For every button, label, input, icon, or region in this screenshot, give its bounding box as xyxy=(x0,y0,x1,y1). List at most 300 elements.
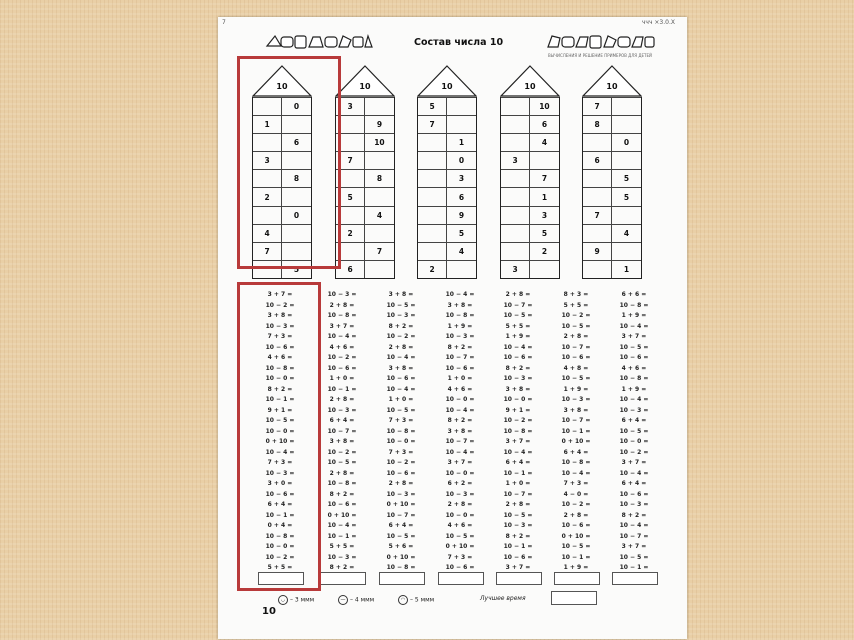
house-cell: 0 xyxy=(446,152,475,169)
house-row xyxy=(418,115,476,133)
house-cell xyxy=(611,243,640,260)
equation: 3 + 8 = xyxy=(447,301,473,309)
worksheet-title: Состав числа 10 xyxy=(414,37,504,48)
equation: 1 + 0 = xyxy=(329,375,355,382)
equation: 10 − 8 = xyxy=(265,364,295,372)
number-house xyxy=(500,65,560,279)
house-cell xyxy=(529,152,558,169)
house-cell: 8 xyxy=(281,170,310,187)
equation: 6 + 4 = xyxy=(563,448,589,456)
equation: 3 + 8 = xyxy=(267,312,293,319)
equation: 10 − 5 = xyxy=(619,553,649,561)
house-cell: 9 xyxy=(594,246,600,256)
equation: 10 − 7 = xyxy=(503,301,533,309)
equation: 10 − 4 = xyxy=(445,406,475,414)
house-cell: 2 xyxy=(347,228,353,238)
equation: 0 + 10 = xyxy=(386,553,416,561)
equation: 10 − 4 = xyxy=(619,322,649,330)
house-cell: 7 xyxy=(529,170,558,187)
equation: 1 + 9 = xyxy=(621,312,647,319)
best-time-box xyxy=(551,591,597,605)
equation: 8 + 2 = xyxy=(447,343,473,351)
house-cell xyxy=(583,188,611,205)
equation: 4 − 0 = xyxy=(563,490,589,498)
house-row xyxy=(501,97,559,115)
equation: 4 + 6 = xyxy=(447,522,473,529)
house-cell xyxy=(418,207,446,224)
house-cell xyxy=(501,225,529,242)
equation: 10 − 8 = xyxy=(386,427,416,435)
equation: 3 + 8 = xyxy=(388,364,414,372)
house-cell xyxy=(364,98,393,115)
house-cell xyxy=(611,152,640,169)
house-cell xyxy=(418,170,446,187)
equation: 10 − 3 = xyxy=(327,553,357,561)
house-cell: 5 xyxy=(281,261,310,278)
equation: 2 + 8 = xyxy=(329,396,355,403)
house-cell xyxy=(501,98,529,115)
equation: 7 + 3 = xyxy=(563,480,589,487)
equation: 10 − 3 = xyxy=(445,490,475,498)
equation: 1 + 9 = xyxy=(621,385,647,393)
equation: 10 − 1 = xyxy=(619,564,649,571)
house-cell: 5 xyxy=(611,170,640,187)
equation: 10 − 0 = xyxy=(265,543,295,550)
equation: 10 − 6 = xyxy=(445,564,475,571)
equation: 5 + 5 = xyxy=(505,322,531,330)
equation: 10 − 4 = xyxy=(327,522,357,529)
house-cell xyxy=(583,134,611,151)
house-cell: 4 xyxy=(529,134,558,151)
house-cell xyxy=(418,152,446,169)
house-cell xyxy=(446,98,475,115)
equation: 3 + 7 = xyxy=(505,438,531,445)
equation: 3 + 8 = xyxy=(563,406,589,414)
house-cell xyxy=(583,225,611,242)
equation: 3 + 8 = xyxy=(329,438,355,445)
equation: 10 − 1 = xyxy=(265,396,295,403)
house-grid xyxy=(417,97,477,279)
house-cell: 7 xyxy=(264,246,270,256)
logo-subtitle: ВЫЧИСЛЕНИЯ И РЕШЕНИЕ ПРИМЕРОВ ДЛЯ ДЕТЕЙ xyxy=(548,53,652,58)
number-house xyxy=(417,65,477,279)
house-cell: 0 xyxy=(281,207,310,224)
equation: 2 + 8 = xyxy=(563,333,589,340)
equation: 10 − 5 = xyxy=(386,406,416,414)
equation: 6 + 4 = xyxy=(621,417,647,424)
equation: 10 − 1 = xyxy=(561,427,591,435)
house-cell xyxy=(418,134,446,151)
house-row xyxy=(583,206,641,224)
equation: 10 − 6 = xyxy=(503,553,533,561)
roof-number: 10 xyxy=(359,82,371,91)
equation: 10 − 2 = xyxy=(619,448,649,456)
equation: 6 + 4 = xyxy=(505,459,531,466)
house-cell: 5 xyxy=(446,225,475,242)
equation: 10 − 4 = xyxy=(561,469,591,477)
equation: 10 − 5 = xyxy=(445,532,475,540)
equation: 3 + 8 = xyxy=(388,291,414,298)
equation-column xyxy=(372,290,430,584)
equation: 10 − 6 = xyxy=(386,375,416,382)
house-row xyxy=(418,169,476,187)
equation: 10 − 6 = xyxy=(265,490,295,498)
equation: 10 − 2 = xyxy=(386,333,416,340)
equation: 0 + 10 = xyxy=(327,511,357,519)
equation: 10 − 3 = xyxy=(561,396,591,403)
equation: 10 − 0 = xyxy=(265,427,295,435)
house-row xyxy=(501,260,559,278)
equation: 10 − 4 = xyxy=(619,469,649,477)
house-roof xyxy=(417,65,477,97)
equation: 10 − 2 = xyxy=(561,501,591,508)
house-cell xyxy=(529,261,558,278)
house-cell xyxy=(501,170,529,187)
equation: 8 + 2 = xyxy=(267,385,293,393)
house-cell: 7 xyxy=(364,243,393,260)
equation: 10 − 5 = xyxy=(561,322,591,330)
house-cell xyxy=(611,207,640,224)
highlight-frame-house xyxy=(237,56,341,269)
equation: 10 − 8 = xyxy=(327,480,357,487)
equation: 8 + 3 = xyxy=(563,291,589,298)
equation: 10 − 3 = xyxy=(327,291,357,298)
house-row xyxy=(418,151,476,169)
equation: 10 − 6 = xyxy=(327,364,357,372)
equation: 10 − 7 = xyxy=(561,417,591,424)
equation: 10 − 8 = xyxy=(445,312,475,319)
equation: 1 + 9 = xyxy=(447,322,473,330)
house-row xyxy=(336,187,394,205)
equation: 10 − 2 = xyxy=(265,301,295,309)
equation: 0 + 10 = xyxy=(561,532,591,540)
equation: 5 + 5 = xyxy=(267,564,293,571)
equation: 10 − 8 = xyxy=(619,375,649,382)
house-grid xyxy=(582,97,642,279)
house-row xyxy=(418,242,476,260)
equation: 10 − 4 = xyxy=(386,354,416,361)
equation: 10 − 4 = xyxy=(445,448,475,456)
house-cell: 3 xyxy=(446,170,475,187)
equation: 10 − 4 = xyxy=(386,385,416,393)
equation: 10 − 2 = xyxy=(503,417,533,424)
equation: 10 − 2 = xyxy=(327,448,357,456)
equation: 10 − 6 = xyxy=(327,501,357,508)
number-house xyxy=(582,65,642,279)
equation: 10 − 2 = xyxy=(386,459,416,466)
house-row xyxy=(501,151,559,169)
equation: 1 + 9 = xyxy=(563,385,589,393)
highlight-frame-column xyxy=(237,282,321,591)
house-cell xyxy=(418,243,446,260)
house-row xyxy=(336,115,394,133)
equation: 6 + 4 = xyxy=(329,417,355,424)
legend-label: – 3 ммм xyxy=(290,596,315,604)
house-row xyxy=(501,224,559,242)
equation: 8 + 2 = xyxy=(329,490,355,498)
house-cell: 4 xyxy=(611,225,640,242)
equation: 10 − 8 = xyxy=(386,564,416,571)
equation: 8 + 2 = xyxy=(329,564,355,571)
time-box xyxy=(496,572,542,585)
equation: 10 − 1 = xyxy=(327,385,357,393)
equation: 10 − 6 = xyxy=(619,490,649,498)
equation: 3 + 7 = xyxy=(267,291,293,298)
house-cell: 6 xyxy=(281,134,310,151)
house-row xyxy=(336,169,394,187)
house-cell: 5 xyxy=(529,225,558,242)
equation: 10 − 7 = xyxy=(327,427,357,435)
house-cell: 6 xyxy=(529,116,558,133)
equation: 4 + 6 = xyxy=(267,354,293,361)
equation: 10 − 3 = xyxy=(265,322,295,330)
time-box xyxy=(554,572,600,585)
equation: 0 + 4 = xyxy=(267,522,293,529)
house-cell: 1 xyxy=(446,134,475,151)
equation: 10 − 5 = xyxy=(619,343,649,351)
house-cell xyxy=(501,207,529,224)
house-row xyxy=(418,187,476,205)
equation: 10 − 4 = xyxy=(445,291,475,298)
house-cell: 0 xyxy=(611,134,640,151)
equation: 10 − 0 = xyxy=(386,438,416,445)
house-cell: 4 xyxy=(264,228,270,238)
equation: 5 + 5 = xyxy=(563,301,589,309)
equation: 10 − 0 = xyxy=(445,511,475,519)
equation: 8 + 2 = xyxy=(388,322,414,330)
equation: 3 + 7 = xyxy=(621,333,647,340)
house-cell xyxy=(418,188,446,205)
equation: 10 − 4 = xyxy=(265,448,295,456)
equation: 10 − 5 = xyxy=(327,459,357,466)
equation: 4 + 6 = xyxy=(621,364,647,372)
house-row xyxy=(583,169,641,187)
corner-mark-right: ччч ×3.0.Х xyxy=(641,19,675,26)
equation: 3 + 7 = xyxy=(621,543,647,550)
equation: 8 + 2 = xyxy=(447,417,473,424)
equation: 9 + 1 = xyxy=(267,406,293,414)
equation: 10 − 1 = xyxy=(265,511,295,519)
equation: 10 − 5 = xyxy=(386,532,416,540)
house-row xyxy=(583,97,641,115)
logo-right xyxy=(546,34,656,50)
equation: 2 + 8 = xyxy=(329,469,355,477)
house-cell: 5 xyxy=(429,102,435,112)
equation: 10 − 6 = xyxy=(619,354,649,361)
house-row xyxy=(583,224,641,242)
house-cell: 10 xyxy=(529,98,558,115)
equation: 3 + 7 = xyxy=(447,459,473,466)
house-row xyxy=(418,260,476,278)
equation: 10 − 5 = xyxy=(265,417,295,424)
house-cell: 6 xyxy=(347,264,353,274)
equation: 10 − 7 = xyxy=(503,490,533,498)
house-cell: 3 xyxy=(529,207,558,224)
legend-item-5 xyxy=(398,595,434,605)
house-grid xyxy=(500,97,560,279)
equation-column xyxy=(313,290,371,584)
equation: 10 − 3 = xyxy=(327,406,357,414)
equation: 6 + 6 = xyxy=(621,291,647,298)
equation-column xyxy=(431,290,489,584)
house-row xyxy=(583,187,641,205)
house-row xyxy=(501,169,559,187)
house-cell: 6 xyxy=(594,156,600,166)
equation: 6 + 4 = xyxy=(621,480,647,487)
house-row xyxy=(501,115,559,133)
equation: 1 + 0 = xyxy=(447,375,473,382)
house-row xyxy=(336,133,394,151)
equation: 0 + 10 = xyxy=(445,543,475,550)
roof-number: 10 xyxy=(524,82,536,91)
equation: 7 + 3 = xyxy=(388,417,414,424)
equation: 10 − 6 = xyxy=(265,343,295,351)
equation: 10 − 5 = xyxy=(503,511,533,519)
equation: 10 − 8 = xyxy=(619,301,649,309)
logo-left xyxy=(265,34,373,50)
house-row xyxy=(336,260,394,278)
equation: 2 + 8 = xyxy=(447,501,473,508)
equation: 6 + 4 = xyxy=(388,522,414,529)
roof-number: 10 xyxy=(441,82,453,91)
equation: 10 − 7 = xyxy=(445,438,475,445)
house-cell: 2 xyxy=(429,264,435,274)
house-cell: 1 xyxy=(611,261,640,278)
equation: 7 + 3 = xyxy=(388,448,414,456)
house-row xyxy=(583,115,641,133)
time-box xyxy=(320,572,366,585)
equation: 10 − 6 = xyxy=(386,469,416,477)
equation: 3 + 7 = xyxy=(329,322,355,330)
equation-column xyxy=(547,290,605,584)
house-cell: 6 xyxy=(446,188,475,205)
equation: 9 + 1 = xyxy=(505,406,531,414)
equation: 0 + 10 = xyxy=(386,501,416,508)
smiley-icon: ◡ xyxy=(278,595,288,605)
equation: 2 + 8 = xyxy=(505,291,531,298)
equation: 10 − 3 = xyxy=(503,375,533,382)
equation: 10 − 3 = xyxy=(265,469,295,477)
house-cell xyxy=(501,243,529,260)
equation: 10 − 4 = xyxy=(327,333,357,340)
equation-column xyxy=(489,290,547,584)
house-cell: 5 xyxy=(611,188,640,205)
time-box xyxy=(612,572,658,585)
house-roof xyxy=(582,65,642,97)
house-row xyxy=(336,97,394,115)
house-row xyxy=(583,133,641,151)
legend-item-3 xyxy=(278,595,314,605)
equation: 10 − 4 = xyxy=(503,448,533,456)
equation: 10 − 6 = xyxy=(561,354,591,361)
house-row xyxy=(336,151,394,169)
house-row xyxy=(418,133,476,151)
house-cell xyxy=(501,116,529,133)
equation: 10 − 2 = xyxy=(265,553,295,561)
house-cell xyxy=(611,116,640,133)
house-cell: 9 xyxy=(364,116,393,133)
house-cell: 1 xyxy=(529,188,558,205)
sad-face-icon: ◠ xyxy=(398,595,408,605)
equation: 8 + 2 = xyxy=(621,511,647,519)
house-cell: 4 xyxy=(364,207,393,224)
equation: 10 − 3 = xyxy=(445,333,475,340)
equation: 10 − 4 = xyxy=(503,343,533,351)
house-cell: 3 xyxy=(347,102,353,112)
equation: 5 + 6 = xyxy=(388,543,414,550)
legend-item-4 xyxy=(338,595,374,605)
house-cell: 8 xyxy=(594,120,600,130)
house-cell: 9 xyxy=(446,207,475,224)
equation: 8 + 2 = xyxy=(505,364,531,372)
house-row xyxy=(336,242,394,260)
equation: 10 − 5 = xyxy=(561,543,591,550)
time-box xyxy=(379,572,425,585)
equation: 10 − 7 = xyxy=(445,354,475,361)
equation: 10 − 4 = xyxy=(619,522,649,529)
house-row xyxy=(418,206,476,224)
equation: 1 + 9 = xyxy=(563,564,589,571)
house-cell: 7 xyxy=(594,210,600,220)
equation: 3 + 0 = xyxy=(267,480,293,487)
house-cell xyxy=(446,116,475,133)
equation: 5 + 5 = xyxy=(329,543,355,550)
number-house xyxy=(335,65,395,279)
house-row xyxy=(501,187,559,205)
equation: 7 + 3 = xyxy=(447,553,473,561)
corner-mark-left: 7 xyxy=(222,19,226,26)
house-cell xyxy=(364,188,393,205)
equation: 10 − 8 = xyxy=(503,427,533,435)
house-cell xyxy=(364,152,393,169)
house-cell xyxy=(364,225,393,242)
equation: 6 + 4 = xyxy=(267,501,293,508)
equation: 10 − 0 = xyxy=(445,469,475,477)
house-row xyxy=(583,260,641,278)
neutral-face-icon: — xyxy=(338,595,348,605)
equation: 10 − 2 = xyxy=(327,354,357,361)
house-row xyxy=(336,206,394,224)
house-cell xyxy=(583,261,611,278)
house-cell: 8 xyxy=(364,170,393,187)
house-grid xyxy=(335,97,395,279)
equation: 2 + 8 = xyxy=(563,511,589,519)
equation: 10 − 3 = xyxy=(503,522,533,529)
equation: 1 + 9 = xyxy=(505,333,531,340)
equation: 10 − 0 = xyxy=(503,396,533,403)
house-roof xyxy=(335,65,395,97)
equation: 3 + 7 = xyxy=(505,564,531,571)
house-row xyxy=(501,133,559,151)
equation: 10 − 2 = xyxy=(561,312,591,319)
house-row xyxy=(336,224,394,242)
equation: 10 − 8 = xyxy=(561,459,591,466)
equation: 10 − 3 = xyxy=(386,490,416,498)
house-cell: 4 xyxy=(446,243,475,260)
equation: 2 + 8 = xyxy=(329,301,355,309)
equation: 10 − 1 = xyxy=(561,553,591,561)
house-cell: 7 xyxy=(594,102,600,112)
equation: 4 + 8 = xyxy=(563,364,589,372)
house-roof xyxy=(500,65,560,97)
equation: 10 − 8 = xyxy=(265,532,295,540)
equation: 2 + 8 = xyxy=(388,480,414,487)
page-number: 10 xyxy=(262,606,276,617)
house-row xyxy=(501,242,559,260)
equation: 7 + 3 = xyxy=(267,333,293,340)
legend-label: – 4 ммм xyxy=(350,596,375,604)
equation: 4 + 6 = xyxy=(329,343,355,351)
